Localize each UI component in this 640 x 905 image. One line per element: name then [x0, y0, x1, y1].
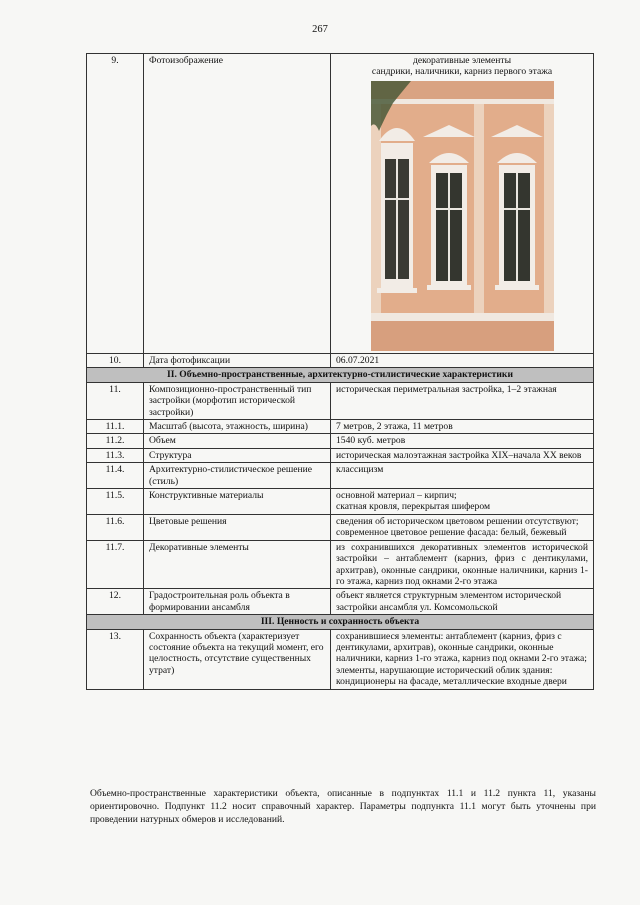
row-label: Дата фотофиксации: [144, 354, 331, 368]
row-number: 12.: [87, 589, 144, 615]
section-title: III. Ценность и сохранность объекта: [87, 615, 594, 629]
row-value-line: основной материал – кирпич;: [336, 490, 457, 502]
row-value: объект является структурным элементом исторической застройки ансамбля ул. Комсомольской: [331, 589, 594, 615]
row-number: 11.2.: [87, 434, 144, 448]
row-value: [331, 629, 594, 689]
row-value: историческая малоэтажная застройка XIX–начала XX веков: [331, 448, 594, 462]
row-value-line: сведения об историческом цветовом решении отсутствуют;: [336, 515, 579, 527]
row-label: Масштаб (высота, этажность, ширина): [144, 420, 331, 434]
table-row: [87, 54, 594, 354]
table-row: [87, 448, 594, 462]
table-row: [87, 540, 594, 589]
page-number: 267: [312, 24, 328, 35]
row-number: 11.6.: [87, 514, 144, 540]
row-number: 10.: [87, 354, 144, 368]
row-number: 9.: [87, 54, 144, 354]
table-row: [87, 489, 594, 515]
row-label: Цветовые решения: [144, 514, 331, 540]
row-label: Композиционно-пространственный тип застройки (морфотип исторической застройки): [144, 382, 331, 419]
row-label: Фотоизображение: [144, 54, 331, 354]
row-label: Объем: [144, 434, 331, 448]
row-value: из сохранившихся декоративных элементов исторической застройки – антаблемент (карниз, фриз с дентикулами, архитрав), оконные сандрики, оконные наличники, карниз 1-го этажа, карниз под окнами 2-го этажа: [331, 540, 594, 589]
row-value: [331, 489, 594, 515]
row-number: 11.: [87, 382, 144, 419]
object-characteristics-table: [86, 53, 594, 690]
row-number: 11.4.: [87, 463, 144, 489]
section-header-row: [87, 368, 594, 382]
photo-cell: [331, 54, 594, 354]
table-row: [87, 463, 594, 489]
table-row: [87, 382, 594, 419]
row-value-line: элементы, нарушающие исторический облик здания: кондиционеры на фасаде, металлические входные двери: [336, 664, 567, 688]
table-row: [87, 420, 594, 434]
section-title: II. Объемно-пространственные, архитектурно-стилистические характеристики: [87, 368, 594, 382]
row-number: 13.: [87, 629, 144, 689]
table-row: [87, 589, 594, 615]
row-label: Сохранность объекта (характеризует состояние объекта на текущий момент, его целостность, отсутствие существенных утрат): [144, 629, 331, 689]
row-value-line: современное цветовое решение фасада: белый, бежевый: [336, 527, 567, 539]
section-header-row: [87, 615, 594, 629]
row-number: 11.7.: [87, 540, 144, 589]
table-row: [87, 354, 594, 368]
table-row: [87, 514, 594, 540]
row-label: Архитектурно-стилистическое решение (стиль): [144, 463, 331, 489]
row-label: Градостроительная роль объекта в формировании ансамбля: [144, 589, 331, 615]
row-value: историческая периметральная застройка, 1–2 этажная: [331, 382, 594, 419]
row-number: 11.3.: [87, 448, 144, 462]
row-label: Структура: [144, 448, 331, 462]
row-value-line: скатная кровля, перекрытая шифером: [336, 501, 491, 513]
row-number: 11.1.: [87, 420, 144, 434]
footer-note: Объемно-пространственные характеристики объекта, описанные в подпунктах 11.1 и 11.2 пункта 11, указаны ориентировочно. Подпункт 11.2 носит справочный характер. Параметры подпункта 11.1 могут быть уточнены при проведении натурных обмеров и исследований.: [90, 788, 596, 825]
photo-caption-line-2: сандрики, наличники, карниз первого этажа: [371, 66, 553, 77]
row-value: 1540 куб. метров: [331, 434, 594, 448]
row-value: 7 метров, 2 этажа, 11 метров: [331, 420, 594, 434]
row-number: 11.5.: [87, 489, 144, 515]
facade-photo: [371, 81, 554, 351]
row-value-line: сохранившиеся элементы: антаблемент (карниз, фриз с дентикулами, архитрав), оконные сандрики, оконные наличники, карниз 1-го этажа, карниз под окнами 2-го этажа;: [336, 630, 587, 665]
row-label: Декоративные элементы: [144, 540, 331, 589]
photo-caption-line-1: декоративные элементы: [412, 55, 512, 66]
row-value: [331, 514, 594, 540]
table-row: [87, 629, 594, 689]
table-row: [87, 434, 594, 448]
row-value: классицизм: [331, 463, 594, 489]
row-value: 06.07.2021: [331, 354, 594, 368]
row-label: Конструктивные материалы: [144, 489, 331, 515]
